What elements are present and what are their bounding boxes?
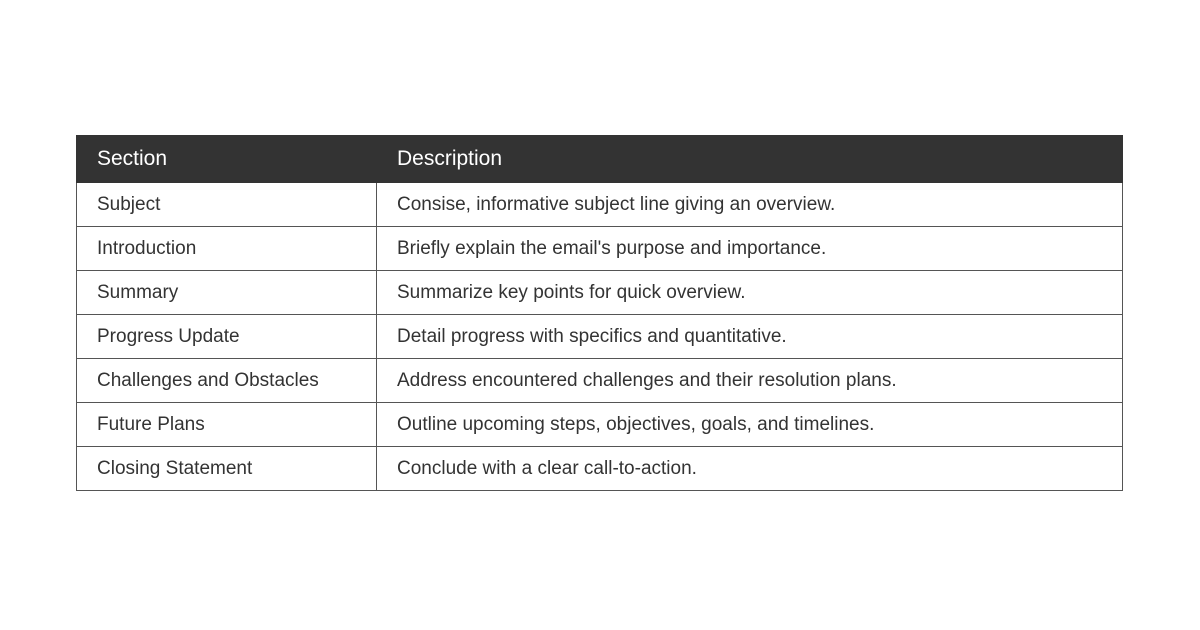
table-row	[77, 403, 1123, 447]
header-description: Description	[377, 136, 1123, 183]
description-cell: Briefly explain the email's purpose and importance.	[377, 227, 1123, 271]
sections-table	[76, 135, 1123, 491]
table-row	[77, 359, 1123, 403]
description-cell: Address encountered challenges and their resolution plans.	[377, 359, 1123, 403]
section-cell: Progress Update	[77, 315, 377, 359]
description-cell: Summarize key points for quick overview.	[377, 271, 1123, 315]
description-cell: Consise, informative subject line giving an overview.	[377, 183, 1123, 227]
table-row	[77, 227, 1123, 271]
section-cell: Summary	[77, 271, 377, 315]
section-cell: Subject	[77, 183, 377, 227]
description-cell: Conclude with a clear call-to-action.	[377, 447, 1123, 491]
description-cell: Detail progress with specifics and quantitative.	[377, 315, 1123, 359]
section-cell: Future Plans	[77, 403, 377, 447]
header-section: Section	[77, 136, 377, 183]
section-cell: Challenges and Obstacles	[77, 359, 377, 403]
table-row	[77, 183, 1123, 227]
table-row	[77, 447, 1123, 491]
table-row	[77, 271, 1123, 315]
description-cell: Outline upcoming steps, objectives, goals, and timelines.	[377, 403, 1123, 447]
section-cell: Closing Statement	[77, 447, 377, 491]
section-cell: Introduction	[77, 227, 377, 271]
header-row	[77, 136, 1123, 183]
table-row	[77, 315, 1123, 359]
